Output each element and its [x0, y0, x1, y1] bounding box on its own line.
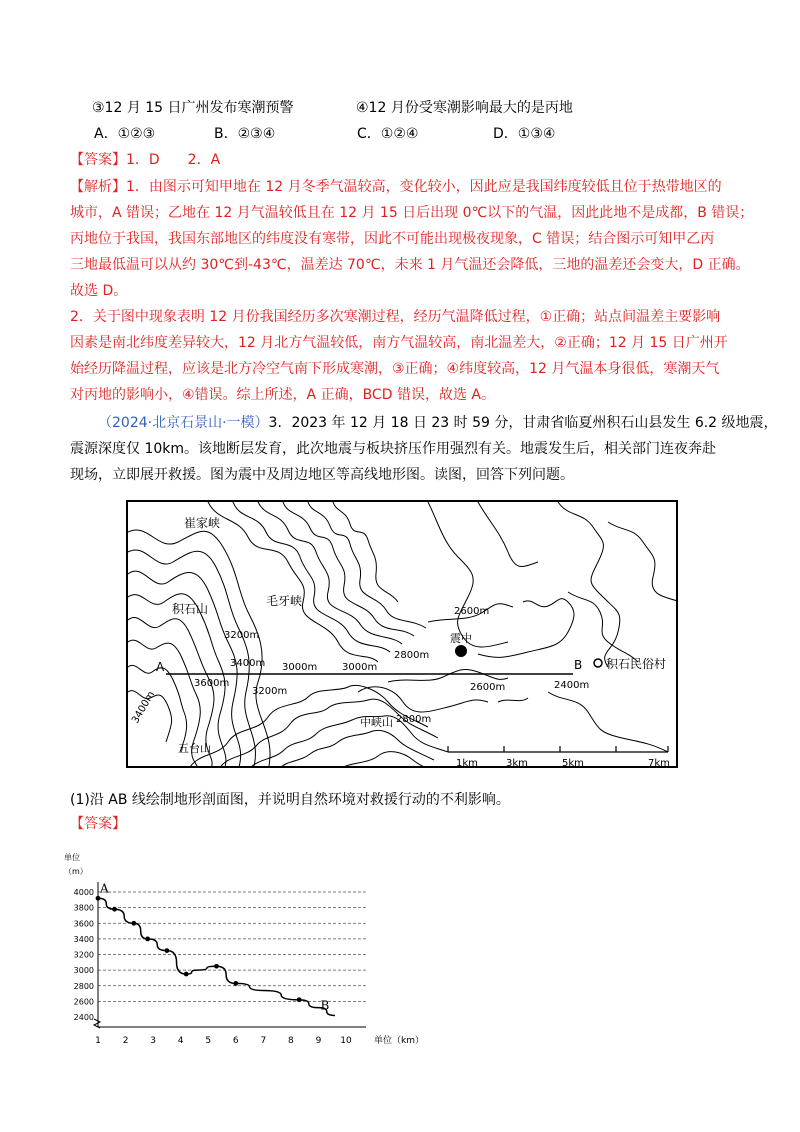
profile-point — [96, 896, 101, 901]
analysis2-text-1: 2．关于图中现象表明 12 月份我国经历多次寒潮过程，经历气温降低过程，①正确；站点间温差主要影响 — [70, 309, 721, 325]
river-line — [478, 502, 538, 566]
x-tick-label: 10 — [340, 1036, 352, 1046]
contour-label: 3000m — [342, 662, 378, 673]
x-tick-label: 6 — [232, 1036, 239, 1046]
q3-text-3: 现场，立即展开救援。图为震中及周边地区等高线地形图。读图，回答下列问题。 — [70, 467, 574, 483]
scale-label: 3km — [506, 758, 528, 768]
profile-point — [131, 921, 136, 926]
y-tick-label: 3800 — [73, 903, 94, 913]
contour-line — [608, 522, 678, 602]
analysis-label: 【解析】 — [70, 179, 126, 195]
profile-label-b: B — [320, 998, 330, 1013]
contour-label: 2800m — [394, 650, 430, 661]
contour-line — [388, 670, 508, 682]
profile-point — [164, 948, 169, 953]
sub1-question: (1)沿 AB 线绘制地形剖面图，并说明自然环境对救援行动的不利影响。 — [70, 792, 510, 808]
q3-line-1 — [98, 413, 778, 433]
contour-line — [283, 502, 414, 636]
label-zhenzhong: 震中 — [450, 632, 472, 645]
answer-line — [70, 150, 220, 170]
contour-label: 2600m — [454, 606, 490, 617]
profile-point — [184, 972, 189, 977]
x-axis-label: 单位（km） — [374, 1036, 424, 1046]
option-4: ④12 月份受寒潮影响最大的是丙地 — [356, 100, 573, 116]
contour-map — [126, 500, 678, 768]
contour-line — [308, 502, 426, 628]
y-tick-label: 2800 — [73, 981, 94, 991]
choice-a: A．①②③ — [94, 126, 156, 142]
x-tick-label: 9 — [315, 1036, 322, 1046]
label-village: 积石民俗村 — [606, 657, 667, 671]
contour-label: 3600m — [194, 678, 230, 689]
epicenter-dot — [455, 645, 467, 657]
contour-label: 3400m — [130, 689, 158, 726]
label-point-b: B — [574, 658, 583, 672]
contour-line — [258, 502, 402, 644]
analysis1-text-4: 三地最低温可以从约 30℃到-43℃，温差达 70℃，未来 1 月气温还会降低，三地的温差还会变大，D 正确。 — [70, 257, 750, 273]
q3-text-1: 3．2023 年 12 月 18 日 23 时 59 分，甘肃省临夏州积石山县发生 6.2 级地震， — [268, 415, 778, 431]
village-marker — [594, 659, 602, 667]
profile-point — [145, 936, 150, 941]
analysis1-text-3: 丙地位于我国，我国东部地区的纬度没有寒带，因此不可能出现极夜现象，C 错误；结合图示可知甲乙丙 — [70, 231, 715, 247]
y-axis-label: 单位 — [64, 853, 80, 862]
y-tick-label: 3600 — [73, 919, 94, 929]
x-tick-label: 3 — [150, 1036, 156, 1046]
label-maoyaxia: 毛牙峡 — [266, 594, 303, 608]
contour-label: 2400m — [554, 680, 590, 691]
contour-label: 3400m — [230, 658, 266, 669]
answer-label: 【答案】 — [70, 152, 126, 168]
y-tick-label: 3400 — [73, 934, 94, 944]
scale-label: 5km — [562, 758, 584, 768]
y-tick-label: 3000 — [73, 966, 94, 976]
x-tick-label: 1 — [95, 1036, 101, 1046]
contour-label: 3200m — [252, 686, 288, 697]
profile-label-a: A — [100, 881, 109, 896]
analysis1-text-1: 1．由图示可知甲地在 12 月冬季气温较高，变化较小，因此应是我国纬度较低且位于热带地区的 — [126, 179, 722, 195]
profile-chart — [60, 852, 440, 1052]
y-tick-label: 3200 — [73, 950, 94, 960]
contour-line — [218, 699, 438, 768]
y-axis-label: （m） — [64, 867, 88, 876]
choice-c: C．①②④ — [357, 126, 419, 142]
analysis2-text-2: 因素是南北纬度差异较大，12 月北方气温较低，南方气温较高，南北温差大，②正确；12 月 15 日广州开 — [70, 335, 728, 351]
choice-b: B．②③④ — [214, 126, 276, 142]
x-tick-label: 4 — [177, 1036, 184, 1046]
x-tick-label: 2 — [122, 1036, 129, 1046]
profile-point — [297, 997, 302, 1002]
profile-point — [214, 964, 219, 969]
y-tick-label: 2400 — [73, 1013, 94, 1022]
analysis2-text-4: 对丙地的影响小，④错误。综上所述，A 正确，BCD 错误，故选 A。 — [70, 387, 495, 403]
contour-label: 3200m — [224, 630, 260, 641]
y-tick-label: 4000 — [73, 888, 94, 897]
analysis2-text-3: 始经历降温过程，应该是北方冷空气南下形成寒潮，③正确；④纬度较高，12 月气温本身很低，寒潮天气 — [70, 361, 720, 377]
contour-line — [558, 502, 620, 667]
sub1-answer-label: 【答案】 — [70, 816, 126, 832]
q3-source: （2024·北京石景山·一模） — [98, 415, 269, 431]
y-tick-label: 2600 — [73, 997, 94, 1007]
q3-text-2: 震源深度仅 10km。该地断层发育，此次地震与板块挤压作用强烈有关。地震发生后，相关部门连夜奔赴 — [70, 441, 717, 457]
choice-d: D．①③④ — [493, 126, 556, 142]
x-tick-label: 5 — [205, 1036, 212, 1046]
analysis1-text-2: 城市，A 错误；乙地在 12 月气温较低且在 12 月 15 日后出现 0℃以下的气温，因此此地不是成都，B 错误； — [70, 205, 754, 221]
label-cuijiaxia: 崔家峡 — [184, 516, 221, 530]
analysis-line-1 — [70, 177, 722, 197]
x-tick-label: 7 — [260, 1036, 267, 1046]
answer-text: 1．D 2．A — [126, 152, 221, 168]
contour-label: 3000m — [282, 662, 318, 673]
scale-label: 1km — [456, 758, 478, 768]
contour-line — [333, 502, 398, 602]
profile-point — [233, 981, 238, 986]
label-zhongxiashan: 中峡山 — [360, 716, 393, 729]
profile-point — [112, 907, 117, 912]
river-line — [428, 502, 508, 647]
profile-chart-svg — [60, 852, 440, 1052]
contour-line — [278, 730, 434, 768]
contour-label: 2800m — [396, 714, 432, 725]
contour-line — [498, 698, 528, 702]
label-wutaishan: 五台山 — [178, 742, 211, 755]
option-3: ③12 月 15 日广州发布寒潮预警 — [92, 100, 294, 116]
label-point-a: A — [156, 660, 165, 674]
analysis1-text-5: 故选 D。 — [70, 283, 128, 299]
label-jishishan: 积石山 — [172, 602, 209, 616]
contour-map-svg — [128, 502, 678, 768]
x-tick-label: 8 — [288, 1036, 294, 1046]
contour-line — [548, 692, 668, 752]
contour-label: 2600m — [470, 682, 506, 693]
scale-label: 7km — [648, 758, 670, 768]
contour-line — [478, 599, 574, 658]
contour-line — [338, 752, 438, 768]
contour-line — [568, 592, 638, 662]
